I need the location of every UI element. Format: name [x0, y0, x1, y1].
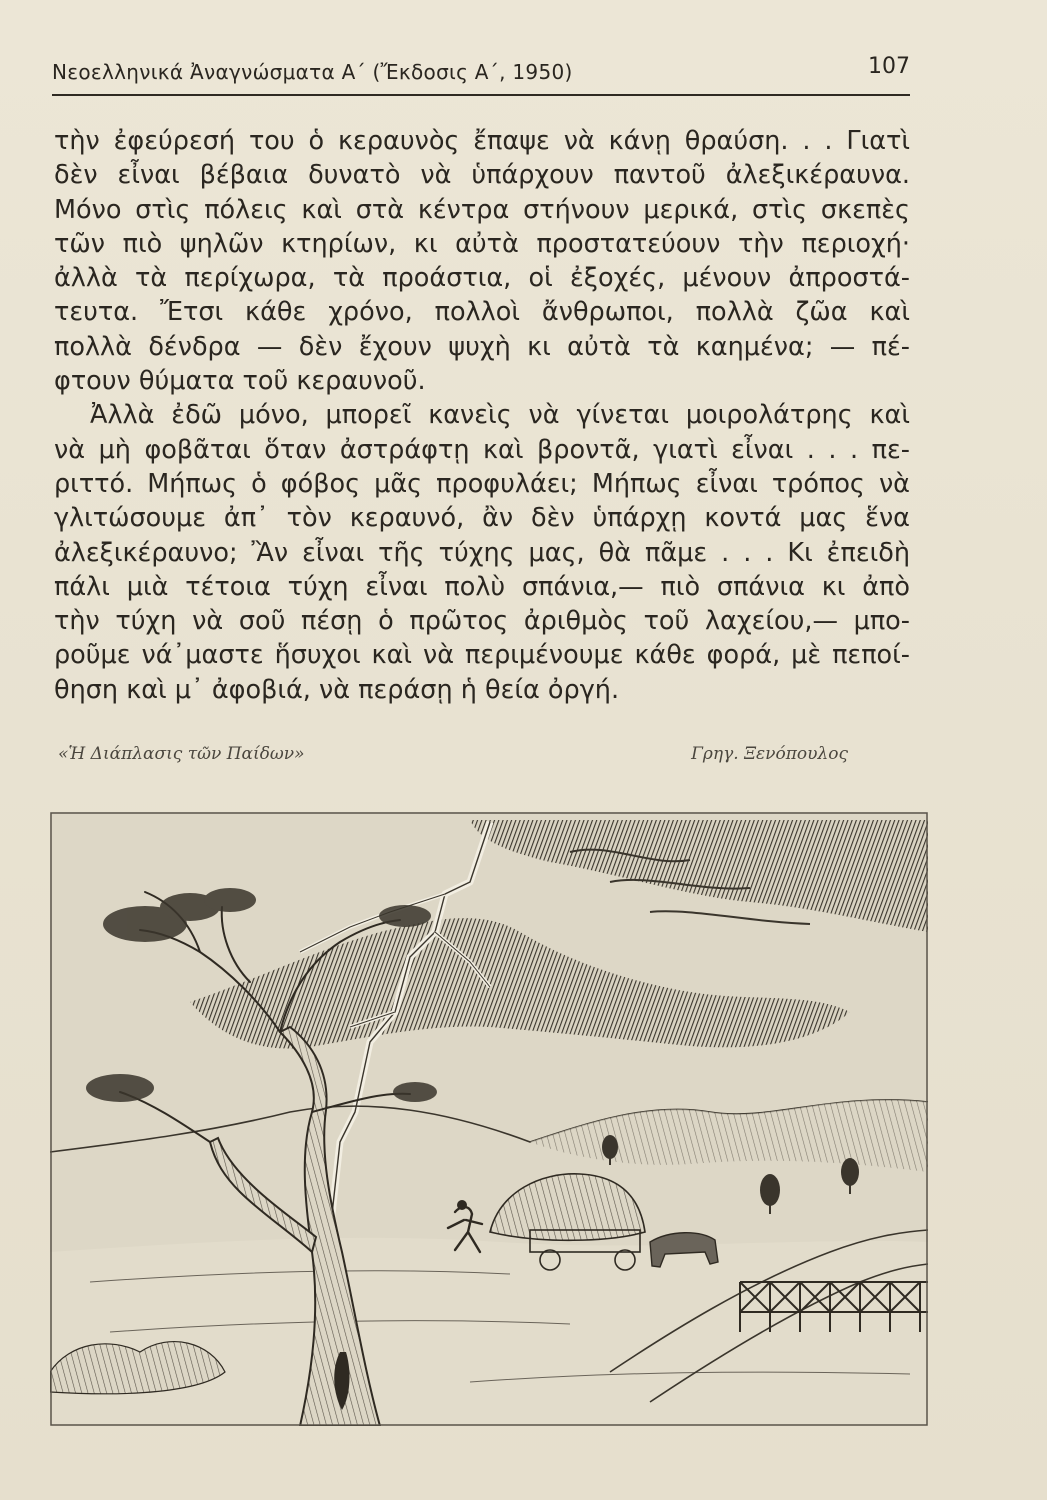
- text-line: νὰ μὴ φοβᾶται ὅταν ἀστράφτῃ καὶ βροντᾶ, γιατὶ εἶναι . . . πε-: [54, 434, 910, 465]
- page-number: 107: [868, 54, 910, 79]
- citation-source: «Ἡ Διάπλασις τῶν Παίδων»: [58, 744, 305, 764]
- figure-head: [457, 1200, 467, 1210]
- text-line: τῶν πιὸ ψηλῶν κτηρίων, κι αὐτὰ προστατεύουν τὴν περιοχή·: [54, 228, 910, 259]
- text-line: γλιτώσουμε ἀπ᾽ τὸν κεραυνό, ἂν δὲν ὑπάρχῃ κοντά μας ἕνα: [54, 503, 910, 534]
- text-line: ροῦμε νά᾽μαστε ἥσυχοι καὶ νὰ περιμένουμε κάθε φορά, μὲ πεποί-: [54, 640, 910, 671]
- body-text: [54, 124, 910, 707]
- text-line: ριττό. Μήπως ὁ φόβος μᾶς προφυλάει; Μήπως εἶναι τρόπος νὰ: [54, 468, 910, 499]
- running-header: [52, 52, 910, 96]
- text-line: ἀλλὰ τὰ περίχωρα, τὰ προάστια, οἱ ἐξοχές, μένουν ἀπροστά-: [54, 263, 910, 294]
- lightning-storm-illustration: [50, 812, 928, 1426]
- text-line: τευτα. Ἔτσι κάθε χρόνο, πολλοὶ ἄνθρωποι, πολλὰ ζῶα καὶ: [54, 297, 910, 328]
- citation-author: Γρηγ. Ξενόπουλος: [691, 744, 848, 764]
- citation: [58, 744, 848, 774]
- text-line: Μόνο στὶς πόλεις καὶ στὰ κέντρα στήνουν μερικά, στὶς σκεπὲς: [54, 194, 910, 225]
- text-line: τὴν ἐφεύρεσή του ὁ κεραυνὸς ἔπαψε νὰ κάνῃ θραύση. . . Γιατὶ: [54, 126, 910, 156]
- text-line: θηση καὶ μ᾽ ἀφοβιά, νὰ περάσῃ ἡ θεία ὀργή.: [54, 674, 620, 705]
- text-line: Ἀλλὰ ἐδῶ μόνο, μπορεῖ κανεὶς νὰ γίνεται μοιρολάτρης καὶ: [90, 400, 910, 431]
- text-line: ἀλεξικέραυνο; Ἂν εἶναι τῆς τύχης μας, θὰ πᾶμε . . . Κι ἐπειδὴ: [54, 537, 910, 568]
- text-line: πολλὰ δένδρα — δὲν ἔχουν ψυχὴ κι αὐτὰ τὰ καημένα; — πέ-: [54, 331, 910, 362]
- text-line: πάλι μιὰ τέτοια τύχη εἶναι πολὺ σπάνια,— πιὸ σπάνια κι ἀπὸ: [54, 571, 910, 602]
- text-line: δὲν εἶναι βέβαια δυνατὸ νὰ ὑπάρχουν παντοῦ ἀλεξικέραυνα.: [54, 160, 910, 191]
- text-line: τὴν τύχη νὰ σοῦ πέσῃ ὁ πρῶτος ἀριθμὸς τοῦ λαχείου,— μπο-: [54, 606, 910, 637]
- header-title: Νεοελληνικά Ἀναγνώσματα Α΄ (Ἔκδοσις Α΄, 1950): [52, 60, 573, 84]
- text-line: φτουν θύματα τοῦ κεραυνοῦ.: [54, 366, 426, 397]
